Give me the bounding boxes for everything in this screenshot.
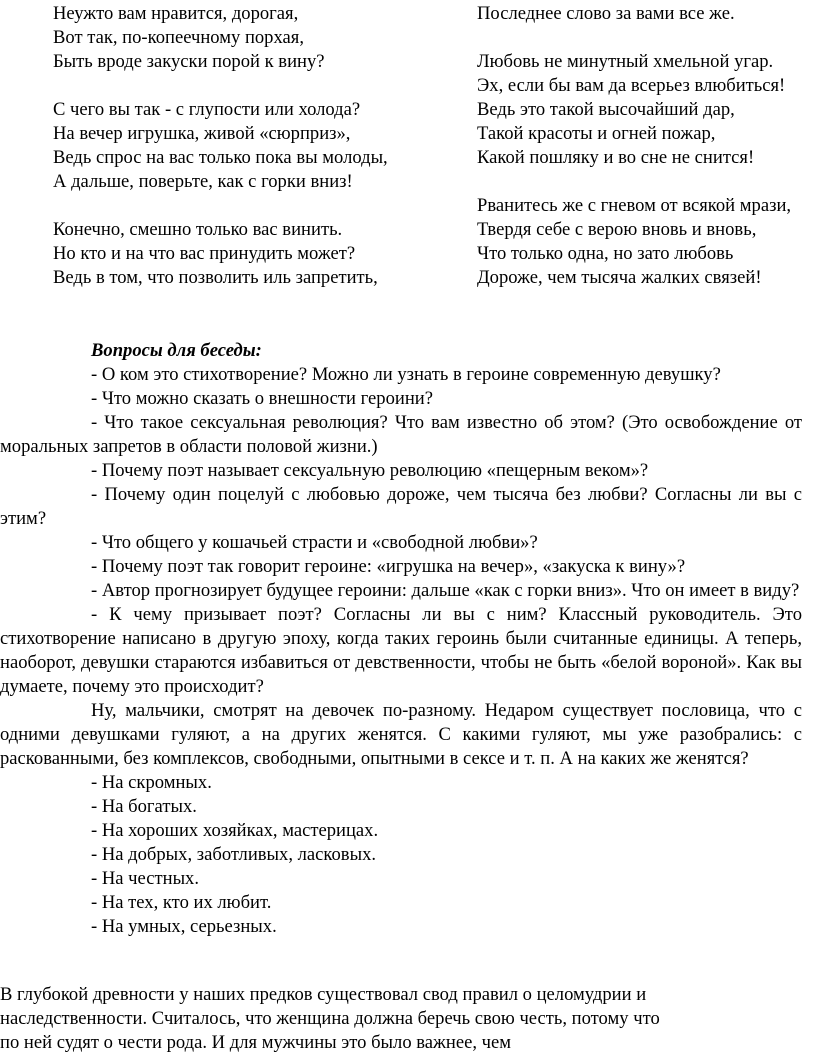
poem-line: Такой красоты и огней пожар, bbox=[477, 123, 716, 144]
question-paragraph: - Почему поэт называет сексуальную революцию «пещерным веком»? bbox=[91, 460, 649, 481]
poem-line: А дальше, поверьте, как с горки вниз! bbox=[53, 171, 353, 192]
body-paragraph: Ну, мальчики, смотрят на девочек по-разному. Недаром существует пословица, что с одними девушками гуляют, а на других женятся. С какими гуляют, мы уже разобрались: с раскованными, без комплексов, свободными, опытными в сексе и т. п. А на каких же женятся? bbox=[0, 700, 802, 769]
question-paragraph: - Что можно сказать о внешности героини? bbox=[91, 388, 433, 409]
poem-column-right bbox=[424, 2, 816, 290]
question-paragraph: - Почему поэт так говорит героине: «игрушка на вечер», «закуска к вину»? bbox=[91, 556, 686, 577]
poem-line: Ведь это такой высочайший дар, bbox=[477, 99, 735, 120]
answer-item: - На честных. bbox=[91, 868, 200, 889]
poem-column-left bbox=[0, 2, 391, 290]
poem-line: С чего вы так - с глупости или холода? bbox=[53, 99, 361, 120]
poem-line: На вечер игрушка, живой «сюрприз», bbox=[53, 123, 351, 144]
poem-line: Дороже, чем тысяча жалких связей! bbox=[477, 267, 762, 288]
answer-item: - На добрых, заботливых, ласковых. bbox=[91, 844, 377, 865]
question-paragraph: - Почему один поцелуй с любовью дороже, чем тысяча без любви? Согласны ли вы с этим? bbox=[0, 484, 802, 529]
poem-line: Последнее слово за вами все же. bbox=[477, 3, 735, 24]
poem bbox=[0, 2, 816, 334]
question-paragraph: - Автор прогнозирует будущее героини: дальше «как с горки вниз». Что он имеет в виду? bbox=[91, 580, 800, 601]
poem-line: Какой пошляку и во сне не снится! bbox=[477, 147, 755, 168]
answer-item: - На хороших хозяйках, мастерицах. bbox=[91, 820, 379, 841]
closing-line: В глубокой древности у наших предков существовал свод правил о целомудрии и bbox=[0, 984, 647, 1005]
poem-line: Что только одна, но зато любовь bbox=[477, 243, 734, 264]
poem-line: Быть вроде закуски порой к вину? bbox=[53, 51, 325, 72]
question-paragraph: - О ком это стихотворение? Можно ли узнать в героине современную девушку? bbox=[91, 364, 721, 385]
question-paragraph: - Что такое сексуальная революция? Что вам известно об этом? (Это освобождение от моральных запретов в области половой жизни.) bbox=[0, 412, 802, 457]
question-paragraph: - Что общего у кошачьей страсти и «свободной любви»? bbox=[91, 532, 538, 553]
section-heading: Вопросы для беседы: bbox=[91, 340, 262, 361]
answer-item: - На тех, кто их любит. bbox=[91, 892, 272, 913]
poem-line: Но кто и на что вас принудить может? bbox=[53, 243, 356, 264]
poem-line: Конечно, смешно только вас винить. bbox=[53, 219, 343, 240]
answer-item: - На богатых. bbox=[91, 796, 197, 817]
stanza-gap bbox=[0, 194, 391, 218]
closing-line: наследственности. Считалось, что женщина должна беречь свою честь, потому что bbox=[0, 1008, 660, 1029]
poem-line: Эх, если бы вам да всерьез влюбиться! bbox=[477, 75, 786, 96]
poem-line: Ведь в том, что позволить иль запретить, bbox=[53, 267, 378, 288]
closing-paragraph bbox=[0, 983, 790, 1055]
discussion-questions bbox=[0, 339, 802, 939]
poem-line: Твердя себе с верою вновь и вновь, bbox=[477, 219, 757, 240]
poem-line: Любовь не минутный хмельной угар. bbox=[477, 51, 774, 72]
stanza-gap bbox=[0, 74, 391, 98]
answer-item: - На умных, серьезных. bbox=[91, 916, 277, 937]
stanza-gap bbox=[424, 170, 816, 194]
stanza-gap bbox=[424, 26, 816, 50]
question-paragraph: - К чему призывает поэт? Согласны ли вы с ним? Классный руководитель. Это стихотворение написано в другую эпоху, когда таких героинь были считанные единицы. А теперь, наоборот, девушки стараются избавиться от девственности, чтобы не быть «белой вороной». Как вы думаете, почему это происходит? bbox=[0, 604, 802, 697]
answer-item: - На скромных. bbox=[91, 772, 212, 793]
poem-line: Неужто вам нравится, дорогая, bbox=[53, 3, 299, 24]
closing-line: по ней судят о чести рода. И для мужчины это было важнее, чем bbox=[0, 1032, 512, 1053]
poem-line: Рванитесь же с гневом от всякой мрази, bbox=[477, 195, 792, 216]
poem-line: Вот так, по-копеечному порхая, bbox=[53, 27, 304, 48]
poem-line: Ведь спрос на вас только пока вы молоды, bbox=[53, 147, 388, 168]
